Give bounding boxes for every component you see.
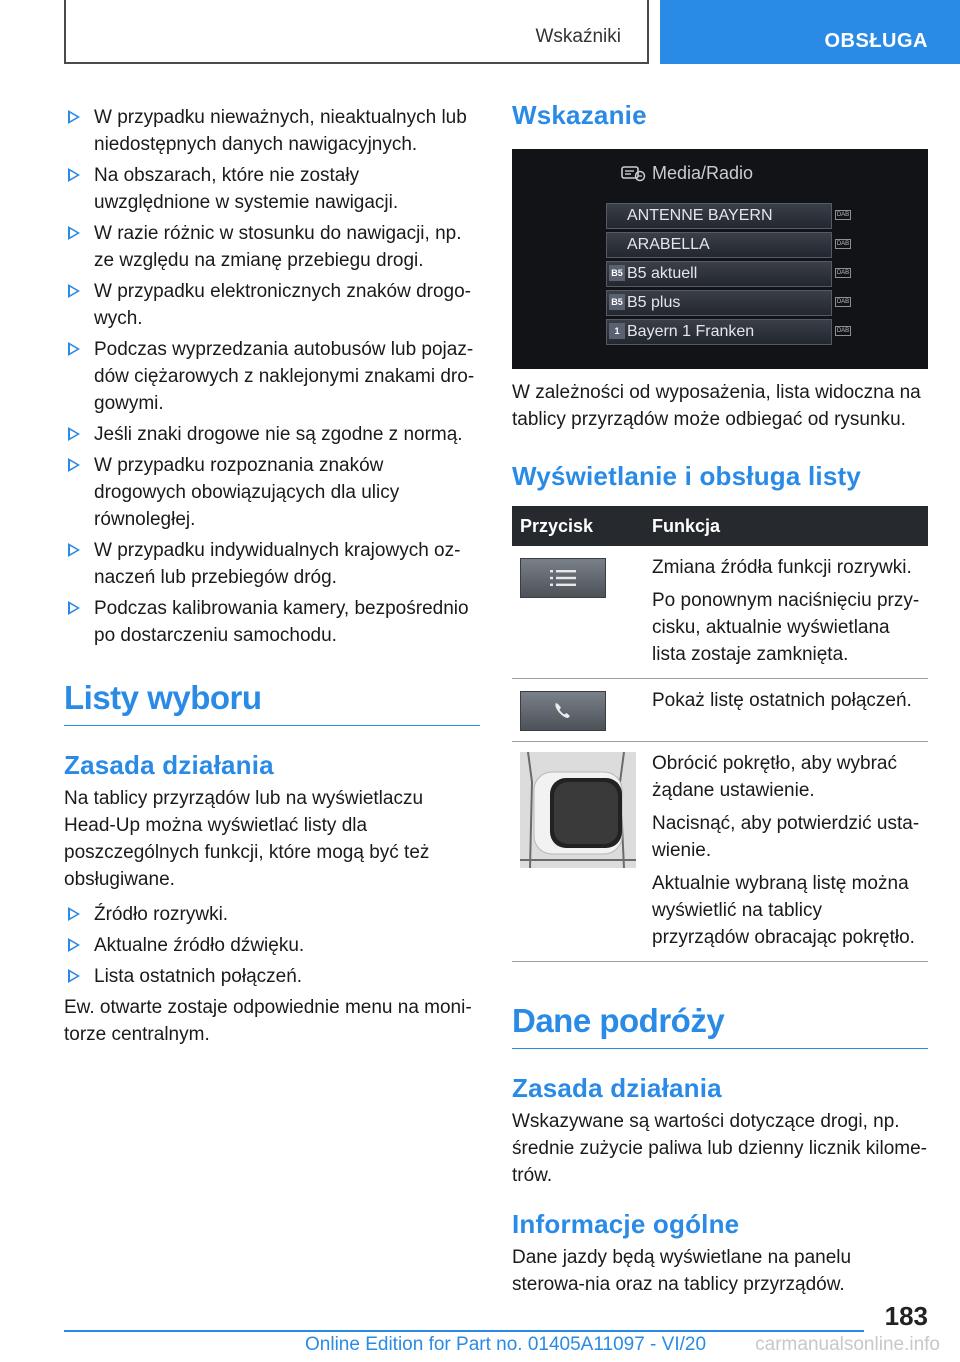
thumbwheel-knob-icon — [520, 752, 636, 868]
triangle-bullet-icon — [68, 284, 80, 298]
station-row: ANTENNE BAYERN DAB — [606, 203, 832, 229]
list-item: Podczas kalibrowania kamery, bezpośrednio po dostarczeniu samochodu. — [64, 595, 480, 649]
table-row: Zmiana źródła funkcji rozrywki. Po ponownym naciśnięciu przy‐cisku, aktualnie wyświetlana lista zostaje zamknięta. — [512, 546, 928, 679]
list-item: W razie różnic w stosunku do nawigacji, np. ze względu na zmianę przebiegu drogi. — [64, 220, 480, 274]
media-radio-screenshot — [512, 149, 928, 369]
function-table — [512, 506, 928, 962]
list-item: W przypadku rozpoznania znaków drogowych obowiązujących dla ulicy równoległej. — [64, 452, 480, 533]
triangle-bullet-icon — [68, 907, 80, 921]
left-column — [64, 104, 480, 1048]
triangle-bullet-icon — [68, 226, 80, 240]
table-row: Pokaż listę ostatnich połączeń. — [512, 679, 928, 742]
list-item: W przypadku nieważnych, nieaktualnych lub niedostępnych danych nawigacyjnych. — [64, 104, 480, 158]
media-radio-icon — [620, 163, 646, 183]
station-logo-icon: B5 — [609, 265, 625, 281]
list-item: W przypadku indywidualnych krajowych oz‐naczeń lub przebiegów dróg. — [64, 537, 480, 591]
station-logo-icon: B5 — [609, 294, 625, 310]
image-caption: W zależności od wyposażenia, lista widoczna na tablicy przyrządów może odbiegać od rysunku. — [512, 382, 921, 430]
triangle-bullet-icon — [68, 168, 80, 182]
paragraph-menu: Ew. otwarte zostaje odpowiednie menu na moni‐torze centralnym. — [64, 997, 472, 1045]
heading-wskazanie: Wskazanie — [512, 100, 647, 130]
station-logo-icon: 1 — [609, 323, 625, 339]
station-row: 1 Bayern 1 Franken DAB — [606, 319, 832, 345]
list-item: Jeśli znaki drogowe nie są zgodne z normą. — [64, 421, 480, 448]
dab-icon: DAB — [836, 241, 850, 247]
table-row: Obrócić pokrętło, aby wybrać żądane ustawienie. Nacisnąć, aby potwierdzić usta‐wienie. Aktualnie wybraną listę można wyświetlić na tablicy przyrządów obracając pokrętło. — [512, 742, 928, 962]
page-number: 183 — [884, 1301, 928, 1331]
conditions-list — [64, 104, 480, 649]
list-menu-button-icon — [520, 558, 606, 598]
right-column — [512, 100, 928, 1298]
header-chapter-box — [660, 0, 960, 64]
heading-wyswietlanie-listy: Wyświetlanie i obsługa listy — [512, 461, 861, 491]
dab-icon: DAB — [836, 212, 850, 218]
triangle-bullet-icon — [68, 458, 80, 472]
dab-icon: DAB — [836, 270, 850, 276]
sources-list — [64, 901, 480, 990]
station-row: B5 B5 aktuell DAB — [606, 261, 832, 287]
list-item: Lista ostatnich połączeń. — [64, 963, 480, 990]
table-header-przycisk: Przycisk — [512, 506, 644, 546]
triangle-bullet-icon — [68, 427, 80, 441]
heading-informacje-ogolne: Informacje ogólne — [512, 1209, 740, 1239]
dab-icon: DAB — [836, 328, 850, 334]
triangle-bullet-icon — [68, 938, 80, 952]
triangle-bullet-icon — [68, 110, 80, 124]
header-section-title: Wskaźniki — [535, 26, 621, 47]
list-item: Źródło rozrywki. — [64, 901, 480, 928]
footer-edition: Online Edition for Part no. 01405A11097 - VI/20 — [305, 1334, 707, 1355]
media-radio-title: Media/Radio — [652, 163, 754, 183]
heading-dane-podrozy: Dane podróży — [512, 1002, 928, 1049]
station-row: B5 B5 plus DAB — [606, 290, 832, 316]
heading-listy-wyboru: Listy wyboru — [64, 679, 480, 726]
header-section-box — [64, 0, 649, 64]
paragraph-informacje: Dane jazdy będą wyświetlane na panelu sterowa‐nia oraz na tablicy przyrządów. — [512, 1247, 852, 1295]
list-item: Aktualne źródło dźwięku. — [64, 932, 480, 959]
heading-zasada-dzialania-2: Zasada działania — [512, 1073, 722, 1103]
watermark: carmanualsonline.info — [755, 1334, 940, 1355]
triangle-bullet-icon — [68, 601, 80, 615]
triangle-bullet-icon — [68, 342, 80, 356]
paragraph-zasada: Na tablicy przyrządów lub na wyświetlaczu Head-Up można wyświetlać listy dla poszczególnych funkcji, które mogą być też obsługiwane. — [64, 788, 430, 890]
table-header-funkcja: Funkcja — [644, 506, 928, 546]
phone-button-icon — [520, 691, 606, 731]
station-row: ARABELLA DAB — [606, 232, 832, 258]
heading-zasada-dzialania: Zasada działania — [64, 750, 274, 780]
footer-divider — [64, 1330, 864, 1332]
paragraph-zasada-2: Wskazywane są wartości dotyczące drogi, np. średnie zużycie paliwa lub dzienny licznik kilome‐trów. — [512, 1111, 928, 1186]
triangle-bullet-icon — [68, 543, 80, 557]
list-item: W przypadku elektronicznych znaków drogo‐wych. — [64, 278, 480, 332]
list-item: Na obszarach, które nie zostały uwzględnione w systemie nawigacji. — [64, 162, 480, 216]
header-chapter-title: OBSŁUGA — [824, 30, 928, 52]
dab-icon: DAB — [836, 299, 850, 305]
list-item: Podczas wyprzedzania autobusów lub pojaz‐dów ciężarowych z naklejonymi znakami dro‐gowymi. — [64, 336, 480, 417]
triangle-bullet-icon — [68, 969, 80, 983]
